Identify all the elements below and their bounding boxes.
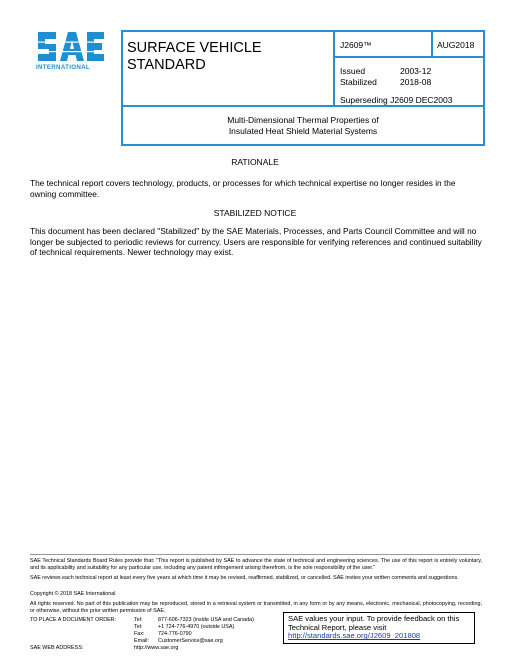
document-date: AUG2018 bbox=[437, 40, 475, 50]
order-fax: 724-776-0790 bbox=[158, 631, 192, 637]
order-key: Tel: bbox=[134, 624, 143, 630]
title-line-2: STANDARD bbox=[127, 57, 206, 73]
document-subtitle bbox=[125, 115, 481, 136]
document-type-title bbox=[127, 40, 327, 74]
rights-text: All rights reserved. No part of this publication may be reproduced, stored in a retrieval system or transmitted, in any form or by any means, electronic, mechanical, photocopying, recording, or otherwise, without the prior written permission of SAE. bbox=[30, 601, 482, 614]
feedback-text: SAE values your input. To provide feedback on this Technical Report, please visit bbox=[288, 614, 460, 632]
issued-values bbox=[400, 66, 431, 87]
issued-label: Issued bbox=[340, 66, 366, 76]
order-key: Email: bbox=[134, 638, 149, 644]
order-key: Tel: bbox=[134, 617, 143, 623]
web-address-link[interactable]: http://www.sae.org bbox=[134, 645, 179, 651]
superseding-text: Superseding J2609 DEC2003 bbox=[340, 95, 453, 105]
issued-labels bbox=[340, 66, 377, 87]
stabilized-value: 2018-08 bbox=[400, 76, 432, 87]
footer-divider bbox=[30, 554, 480, 555]
order-email[interactable]: CustomerService@sae.org bbox=[158, 638, 223, 644]
web-address-label: SAE WEB ADDRESS: bbox=[30, 645, 84, 651]
subtitle-line-2: Insulated Heat Shield Material Systems bbox=[228, 125, 378, 136]
order-key: Fax: bbox=[134, 631, 145, 637]
board-rules-text: SAE Technical Standards Board Rules provide that: "This report is published by SAE to advance the state of technical and engineering sciences. The use of this report is entirely voluntary, and its applicability and suitability for any particular use, including any patent infringement arising therefrom, is the sole responsibility of the user." bbox=[30, 558, 482, 571]
rationale-heading: RATIONALE bbox=[231, 157, 279, 167]
copyright-text: Copyright © 2018 SAE International bbox=[30, 591, 116, 597]
stabilized-text: This document has been declared "Stabilized" by the SAE Materials, Processes, and Parts Council Committee and will no longer be subjected to periodic reviews for currency. Users are responsible for verifying references and continued suitability of technical requirements. Newer technology may exist. bbox=[30, 226, 482, 257]
stabilized-label: Stabilized bbox=[340, 76, 377, 87]
issued-value: 2003-12 bbox=[400, 66, 432, 76]
title-line-1: SURFACE VEHICLE bbox=[127, 40, 262, 56]
feedback-box bbox=[283, 612, 475, 644]
sae-logo bbox=[36, 30, 106, 76]
order-phone-domestic: 877-606-7323 (inside USA and Canada) bbox=[158, 617, 254, 623]
order-keys bbox=[134, 617, 149, 645]
document-number: J2609™ bbox=[340, 40, 372, 50]
review-text: SAE reviews each technical report at least every five years at which time it may be revised, reaffirmed, stabilized, or cancelled. SAE invites your written comments and suggestions. bbox=[30, 575, 459, 581]
rationale-text: The technical report covers technology, products, or processes for which technical expertise no longer resides in the owning committee. bbox=[30, 178, 456, 199]
subtitle-line-1: Multi-Dimensional Thermal Properties of bbox=[227, 115, 379, 125]
order-values bbox=[158, 617, 254, 645]
feedback-link[interactable]: http://standards.sae.org/J2609_201808 bbox=[288, 631, 421, 641]
order-label: TO PLACE A DOCUMENT ORDER: bbox=[30, 617, 117, 623]
logo-text: INTERNATIONAL bbox=[36, 64, 90, 71]
order-phone-intl: +1 724-776-4970 (outside USA) bbox=[158, 624, 235, 630]
stabilized-heading: STABILIZED NOTICE bbox=[213, 208, 297, 218]
